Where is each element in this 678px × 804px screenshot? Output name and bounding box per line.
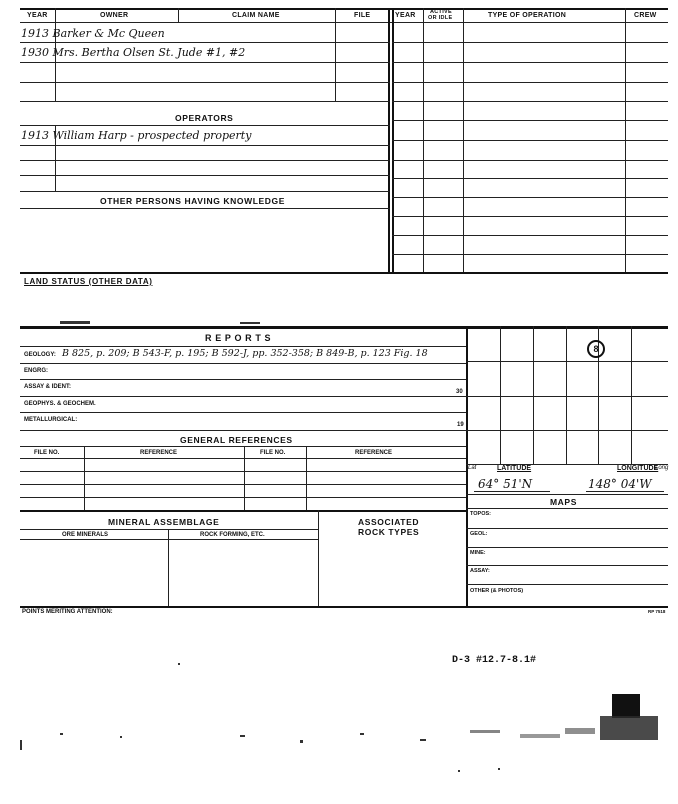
latitude-value: 64° 51'N [478, 477, 533, 491]
form-number: RP 7518 [648, 609, 666, 614]
operators-heading: OPERATORS [175, 113, 234, 123]
col-year-right: YEAR [395, 12, 416, 19]
assay-number: 30 [456, 389, 463, 395]
file-stamp: D-3 #12.7-8.1# [452, 655, 537, 666]
col-crew: CREW [634, 12, 657, 19]
lat-note: Lat [468, 465, 477, 471]
gr-col-file-no: FILE NO. [34, 450, 60, 456]
owner-entry-1: 1913 Barker & Mc Queen [21, 27, 165, 40]
knowledge-heading: OTHER PERSONS HAVING KNOWLEDGE [100, 196, 286, 206]
longitude-label: LONGITUDE [617, 465, 659, 472]
longitude-value: 148° 04'W [588, 477, 652, 491]
rock-types-heading: ROCK TYPES [358, 527, 420, 537]
long-note: Long [655, 465, 669, 471]
col-type-of-operation: TYPE OF OPERATION [488, 12, 567, 19]
owner-entry-2: 1930 Mrs. Bertha Olsen St. Jude #1, #2 [21, 46, 246, 59]
geology-value: B 825, p. 209; B 543-F, p. 195; B 592-J, pp. 352-358; B 849-B, p. 123 Fig. 18 [62, 348, 428, 359]
assay-label: ASSAY & IDENT: [24, 384, 72, 390]
maps-heading: MAPS [550, 497, 577, 507]
metallurgical-label: METALLURGICAL: [24, 417, 78, 423]
metallurgical-number: 19 [457, 422, 464, 428]
gr-col-file-no-2: FILE NO. [260, 450, 286, 456]
operator-entry-1: 1913 William Harp - prospected property [21, 129, 252, 142]
col-owner: OWNER [100, 12, 129, 19]
gr-col-reference-2: REFERENCE [355, 450, 393, 456]
col-file: FILE [354, 12, 371, 19]
circled-number [587, 340, 605, 358]
ore-minerals-label: ORE MINERALS [62, 532, 109, 538]
general-references-heading: GENERAL REFERENCES [180, 435, 293, 445]
geology-label: GEOLOGY: [24, 352, 56, 358]
circled-number-text: 8 [593, 344, 599, 354]
col-year: YEAR [27, 12, 48, 19]
assay-map-label: ASSAY: [470, 568, 490, 574]
mineral-assemblage-heading: MINERAL ASSEMBLAGE [108, 517, 220, 527]
col-active: ACTIVE [430, 9, 452, 15]
points-meriting-attention: POINTS MERITING ATTENTION: [22, 609, 113, 615]
geophys-label: GEOPHYS. & GEOCHEM. [24, 401, 96, 407]
engrg-label: ENGRG: [24, 368, 48, 374]
gr-col-reference: REFERENCE [140, 450, 178, 456]
latitude-label: LATITUDE [497, 465, 532, 472]
reports-heading: R E P O R T S [205, 333, 272, 343]
other-photos-label: OTHER (& PHOTOS) [470, 588, 524, 594]
col-or-idle: OR IDLE [428, 15, 453, 21]
col-claim-name: CLAIM NAME [232, 12, 280, 19]
geol-label: GEOL: [470, 531, 488, 537]
land-status-label: LAND STATUS (OTHER DATA) [24, 277, 153, 286]
associated-heading: ASSOCIATED [358, 517, 420, 527]
mine-label: MINE: [470, 550, 486, 556]
topos-label: TOPOS: [470, 511, 491, 517]
rock-forming-label: ROCK FORMING, ETC. [200, 532, 265, 538]
